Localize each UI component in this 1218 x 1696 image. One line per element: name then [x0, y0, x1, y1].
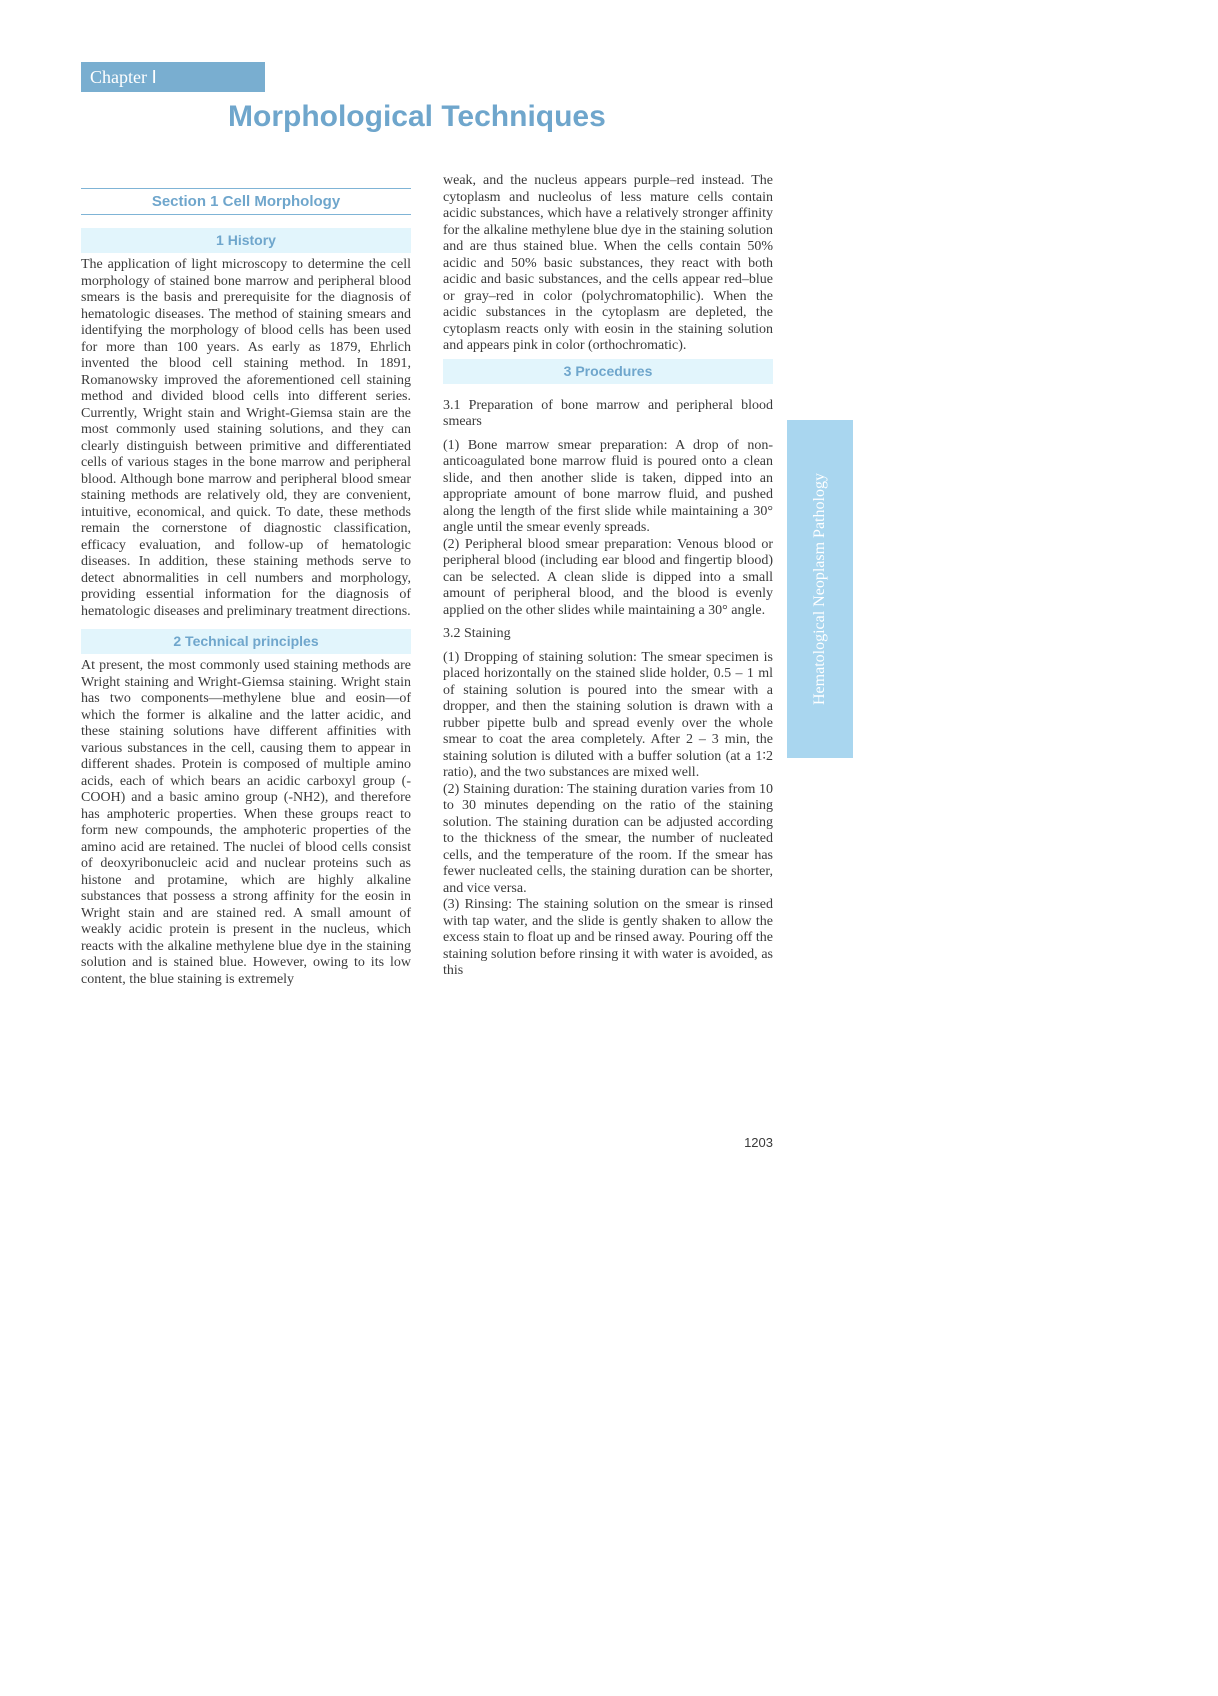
procedures-heading: 3 Procedures — [443, 359, 773, 384]
page-number: 1203 — [744, 1135, 773, 1150]
procedures-subheading-3-1: 3.1 Preparation of bone marrow and peripheral blood smears — [443, 397, 773, 429]
procedure-item: (1) Dropping of staining solution: The smear specimen is placed horizontally on the stained slide holder, 0.5 – 1 ml of staining solution is poured into the smear with a dropper, and then the staining solution is drawn with a rubber pipette bulb and spread evenly over the whole smear to coat the area completely. After 2 – 3 min, the staining solution is diluted with a buffer solution (at a 1∶2 ratio), and the two substances are mixed well. — [443, 649, 773, 780]
history-heading: 1 History — [81, 228, 411, 253]
procedures-subheading-3-2: 3.2 Staining — [443, 626, 511, 641]
procedure-item: (2) Peripheral blood smear preparation: Venous blood or peripheral blood (including ear blood and fingertip blood) can be selected. A clean slide is dipped into a small amount of peripheral blood, and the blood is evenly applied on the other slides while maintaining a 30° angle. — [443, 536, 773, 618]
section-heading: Section 1 Cell Morphology — [81, 188, 411, 215]
right-column — [443, 173, 773, 980]
procedure-item: (3) Rinsing: The staining solution on the smear is rinsed with tap water, and the slide is gently shaken to allow the excess stain to float up and be rinsed away. Pouring off the staining solution before rinsing it with water is avoided, as this — [443, 897, 773, 978]
principles-paragraph-continued: weak, and the nucleus appears purple–red instead. The cytoplasm and nucleolus of less mature cells contain acidic substances, which have a relatively stronger affinity for the alkaline methylene blue dye in the staining solution and are thus stained blue. When the cells contain 50% acidic and 50% basic substances, they react with both acidic and basic substances, and the cells appear red–blue or gray–red in color (polychromatophilic). When the acidic substances in the cytoplasm are depleted, the cytoplasm reacts only with eosin in the staining solution and appears pink in color (orthochromatic). — [443, 173, 773, 353]
side-tab-label: Hematological Neoplasm Pathology — [787, 420, 853, 758]
left-column — [81, 173, 411, 988]
principles-heading: 2 Technical principles — [81, 629, 411, 654]
procedure-item: (2) Staining duration: The staining duration varies from 10 to 30 minutes depending on the ratio of the staining solution. The staining duration can be adjusted according to the thickness of the smear, the number of nucleated cells, and the temperature of the room. If the smear has fewer nucleated cells, the staining duration can be shorter, and vice versa. — [443, 781, 773, 896]
chapter-label: Chapter Ⅰ — [81, 62, 265, 92]
procedure-item: (1) Bone marrow smear preparation: A drop of non-anticoagulated bone marrow fluid is poured onto a clean slide, and then another slide is taken, dipped into an appropriate amount of bone marrow fluid, and pushed along the length of the first slide while maintaining a 30° angle until the smear evenly spreads. — [443, 437, 773, 535]
principles-paragraph: At present, the most commonly used staining methods are Wright staining and Wright-Giemsa staining. Wright stain has two components—methylene blue and eosin—of which the former is alkaline and the latter acidic, and these staining solutions have different affinities with various substances in the cell, causing them to appear in different shades. Protein is composed of multiple amino acids, each of which bears an acidic carboxyl group (-COOH) and a basic amino group (-NH2), and therefore has amphoteric properties. When these groups react to form new compounds, the amphoteric properties of the amino acid are retained. The nuclei of blood cells consist of deoxyribonucleic acid and nuclear proteins such as histone and protamine, which are highly alkaline substances that possess a strong affinity for the eosin in Wright stain and are stained red. A small amount of weakly acidic protein is present in the nucleus, which reacts with the alkaline methylene blue dye in the staining solution and is stained blue. However, owing to its low content, the blue staining is extremely — [81, 658, 411, 987]
chapter-title: Morphological Techniques — [228, 100, 606, 133]
history-paragraph: The application of light microscopy to determine the cell morphology of stained bone marrow and peripheral blood smears is the basis and prerequisite for the diagnosis of hematologic diseases. The method of staining smears and identifying the morphology of blood cells has been used for more than 100 years. As early as 1879, Ehrlich invented the blood cell staining method. In 1891, Romanowsky improved the aforementioned cell staining method and divided blood cells into different series. Currently, Wright stain and Wright-Giemsa stain are the most commonly used staining solutions, and they can clearly distinguish between primitive and differentiated cells of various stages in the bone marrow and peripheral blood. Although bone marrow and peripheral blood smear staining methods are relatively old, they are convenient, intuitive, economical, and quick. To date, these methods remain the cornerstone of diagnostic classification, efficacy evaluation, and follow-up of hematologic diseases. In addition, these staining methods serve to detect abnormalities in cell numbers and morphology, providing essential information for the diagnosis of hematologic diseases and preliminary treatment directions. — [81, 257, 411, 619]
